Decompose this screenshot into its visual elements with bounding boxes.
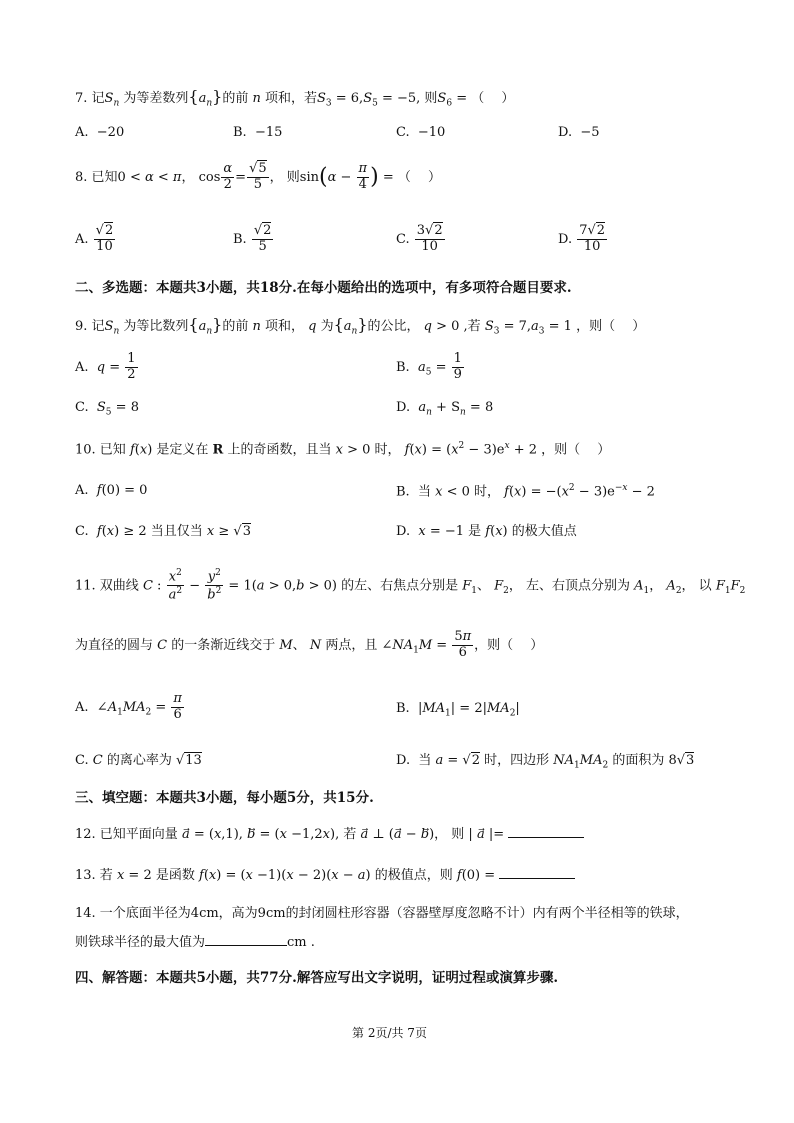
q14-answer-blank bbox=[205, 944, 287, 946]
q7-stem: 7. 记$S_n$ 为等差数列$\{a_n\}$的前 n 项和，若$S_3 = 6,S_5 = -5$, 则$S_6$ = （ ） bbox=[75, 87, 515, 109]
q14-line1: 14. 一个底面半径为4cm，高为9cm的封闭圆柱形容器（容器壁厚度忽略不计）内有两个半径相等的铁球， bbox=[75, 906, 689, 921]
q8-option-d: D. $\frac{7√2}{10}$ bbox=[558, 223, 606, 254]
q11-option-c: C. C 的离心率为 √13 bbox=[75, 753, 202, 768]
page-footer: 第 2页/共 7页 bbox=[352, 1026, 427, 1040]
q11-stem-line2: 为直径的圆与 C 的一条渐近线交于 M、 N 两点，且 $\angle NA_1M$ = $\frac{5\pi}{6}$ ，则（ ） bbox=[75, 629, 544, 660]
q8-option-c: C. $\frac{3√2}{10}$ bbox=[396, 223, 443, 254]
q8-stem: 8. 已知0 < α < π， cos $\frac{\alpha}{2}$ = $\frac{√5}{5}$ ， 则sin(α − $\frac{\pi}{4}$ ) = （ ） bbox=[75, 161, 441, 192]
q13-stem: 13. 若 x = 2 是函数 f(x) = (x −1)(x − 2)(x − a) 的极值点，则 f(0) = bbox=[75, 869, 575, 882]
q7-option-b: B. −15 bbox=[233, 125, 283, 140]
q12-answer-blank bbox=[508, 836, 584, 838]
q10-option-a: A. f(0) = 0 bbox=[75, 483, 148, 498]
q8-option-b: B. $\frac{√2}{5}$ bbox=[233, 223, 272, 254]
q10-option-b: B. 当 x < 0 时， $f(x) = -(x^2 - 3)e^{-x} - 2$ bbox=[396, 483, 655, 500]
q9-stem: 9. 记$S_n$ 为等比数列$\{a_n\}$的前 n 项和， q 为$\{a_n\}$的公比， q > 0 ,若 $S_3 = 7,a_3 = 1$ ，则（ ） bbox=[75, 315, 646, 337]
q7-option-d: D. −5 bbox=[558, 125, 600, 140]
section-2-heading: 二、多选题：本题共3小题，共18分.在每小题给出的选项中，有多项符合题目要求. bbox=[75, 280, 572, 296]
q9-option-d: D. $a_n + S_n = 8$ bbox=[396, 400, 494, 418]
q10-option-d: D. x = −1 是 f(x) 的极大值点 bbox=[396, 524, 577, 539]
q7-option-c: C. −10 bbox=[396, 125, 446, 140]
q10-stem: 10. 已知 f(x) 是定义在 R 上的奇函数，且当 x > 0 时， $f(x) = (x^2 - 3)e^x + 2$ ，则（ ） bbox=[75, 441, 611, 458]
q11-option-d: D. 当 a = √2 时，四边形 $NA_1MA_2$ 的面积为 8√3 bbox=[396, 753, 695, 771]
q8-option-a: A. $\frac{√2}{10}$ bbox=[75, 223, 114, 254]
q9-option-c: C. $S_5 = 8$ bbox=[75, 400, 139, 418]
section-4-heading: 四、解答题：本题共5小题，共77分.解答应写出文字说明，证明过程或演算步骤. bbox=[75, 970, 559, 986]
q10-option-c: C. f(x) ≥ 2 当且仅当 x ≥ √3 bbox=[75, 524, 251, 539]
q14-line2: 则铁球半径的最大值为 cm . bbox=[75, 935, 315, 950]
q9-option-b: B. $a_5$ = $\frac{1}{9}$ bbox=[396, 351, 462, 382]
section-3-heading: 三、填空题：本题共3小题，每小题5分，共15分. bbox=[75, 790, 374, 806]
q11-option-a: A. $\angle A_1MA_2$ = $\frac{\pi}{6}$ bbox=[75, 691, 182, 722]
q7-option-a: A. −20 bbox=[75, 125, 125, 140]
q12-stem: 12. 已知平面向量 a⃗ = (x,1), b⃗ = (x −1,2x), 若 a⃗ ⊥ (a⃗ − b⃗)， 则 | a⃗ |= bbox=[75, 828, 584, 841]
q11-stem-line1: 11. 双曲线 C : $\frac{x^2}{a^2}$ − $\frac{y^2}{b^2}$ = 1(a > 0,b > 0) 的左、右焦点分别是 $F_1$、 $F_2$， 左、右顶点分别为 $A_1$， $A_2$， 以 $F_1F_2$ bbox=[75, 568, 746, 603]
q9-option-a: A. q = $\frac{1}{2}$ bbox=[75, 351, 136, 382]
q11-option-b: B. $|MA_1| = 2|MA_2|$ bbox=[396, 701, 520, 719]
q13-answer-blank bbox=[499, 877, 575, 879]
